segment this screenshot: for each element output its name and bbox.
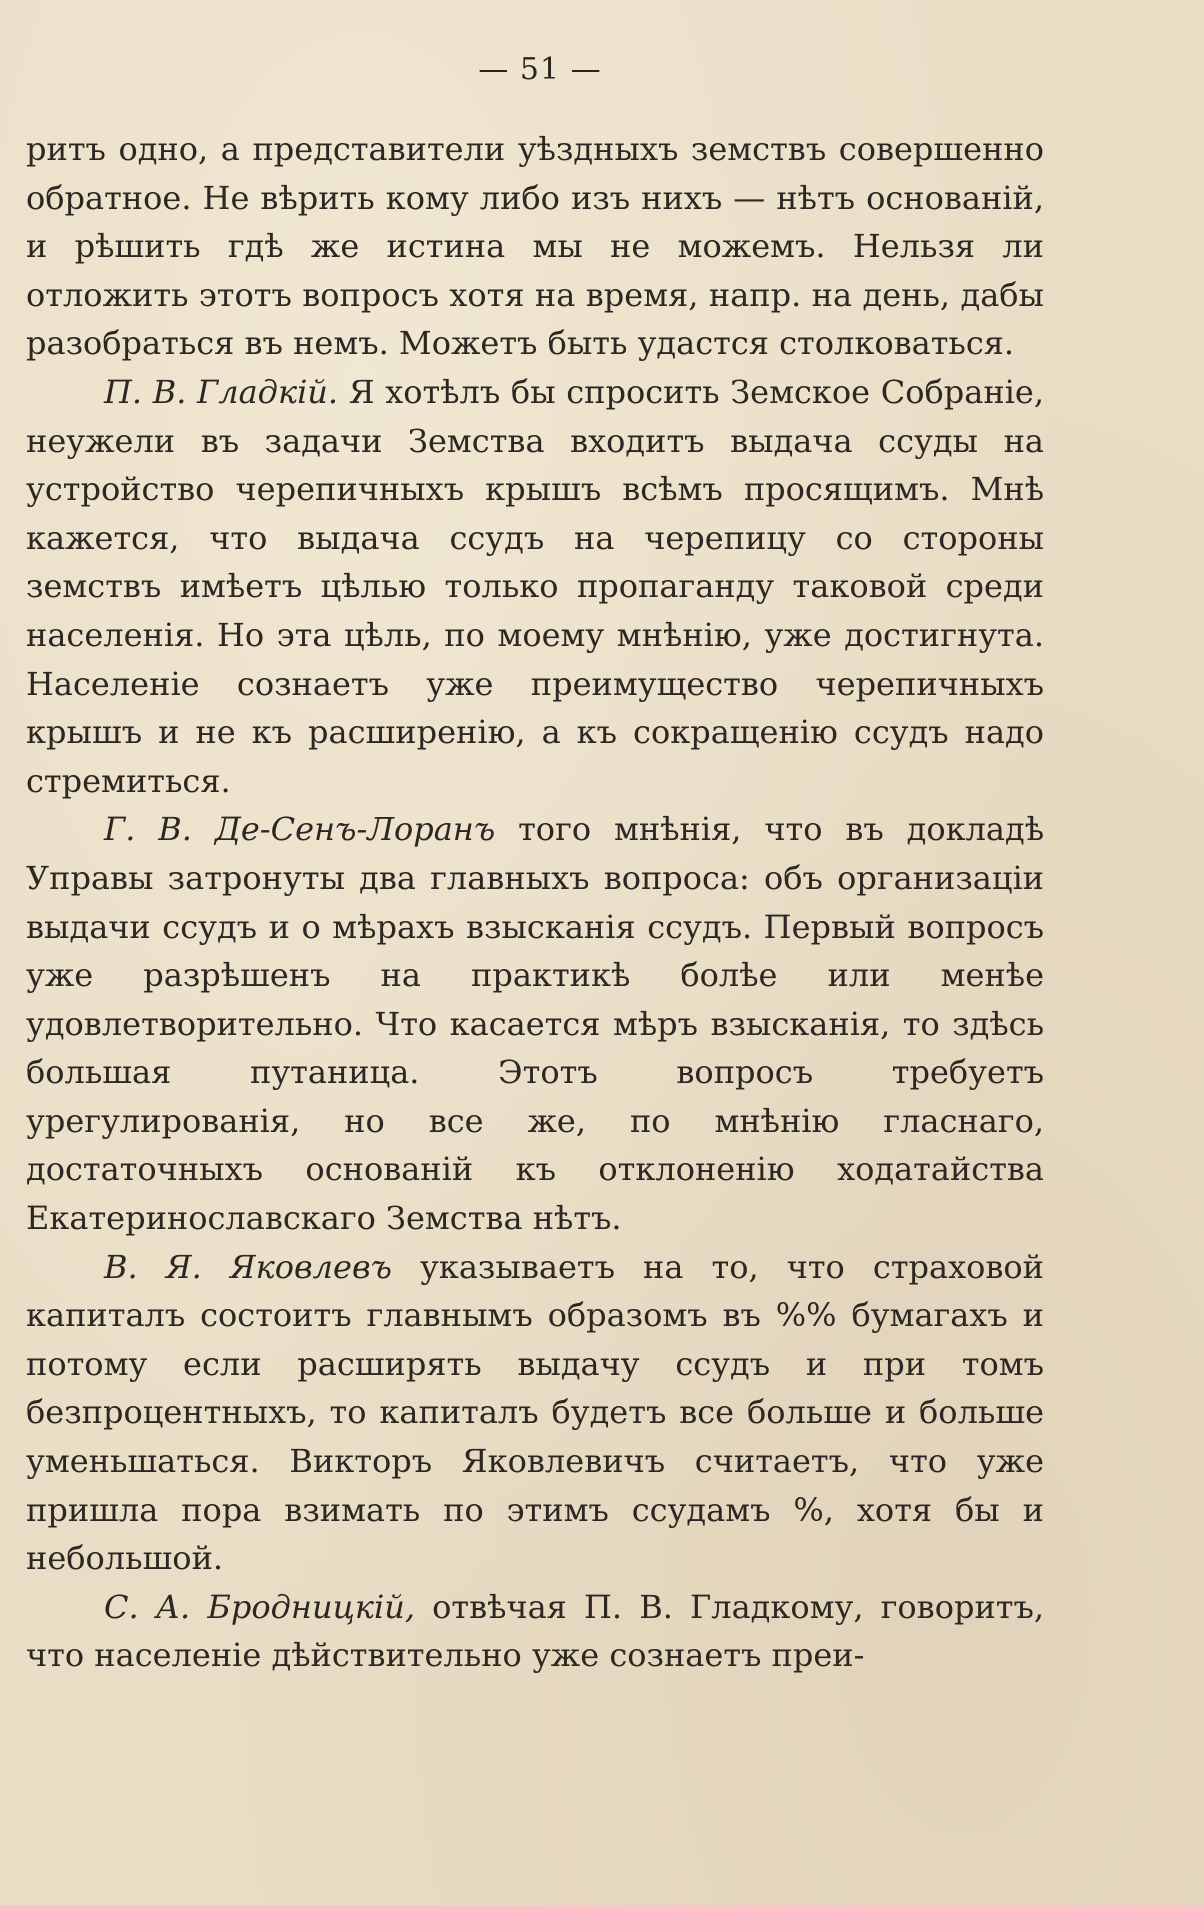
speaker-name: П. В. Гладкій.: [104, 372, 339, 411]
paragraph-text: отвѣчая П. В. Гладкому, говоритъ, что населеніе дѣйствительно уже сознаетъ преи-: [26, 1587, 1045, 1675]
paragraph-yakovlev: [26, 1243, 1044, 1583]
speaker-name: С. А. Бродницкій,: [104, 1587, 416, 1626]
page-number: — 51 —: [478, 52, 602, 87]
speaker-name: Г. В. Де-Сенъ-Лоранъ: [104, 810, 496, 849]
body-text: [26, 125, 1044, 1680]
paragraph-continuation: [26, 125, 1044, 368]
paragraph-gladkiy: [26, 368, 1044, 805]
speaker-name: В. Я. Яковлевъ: [104, 1247, 392, 1286]
paragraph-text: ритъ одно, а представители уѣздныхъ земствъ совершенно обратное. Не вѣрить кому либо изъ нихъ — нѣтъ основаній, и рѣшить гдѣ же истина мы не можемъ. Нельзя ли отложить этотъ вопросъ хотя на время, напр. на день, дабы разобраться въ немъ. Можетъ быть удастся столковаться.: [26, 130, 1044, 363]
paragraph-de-sen-loran: [26, 805, 1044, 1242]
paragraph-text: Я хотѣлъ бы спросить Земское Собраніе, неужели въ задачи Земства входитъ выдача ссуды на устройство черепичныхъ крышъ всѣмъ просящимъ. Мнѣ кажется, что выдача ссудъ на черепицу со стороны земствъ имѣетъ цѣлью только пропаганду таковой среди населенія. Но эта цѣль, по моему мнѣнію, уже достигнута. Населеніе сознаетъ уже преимущество черепичныхъ крышъ и не къ расширенію, а къ сокращенію ссудъ надо стремиться.: [26, 372, 1045, 800]
paragraph-brodnitskiy: [26, 1583, 1044, 1680]
paragraph-text: того мнѣнія, что въ докладѣ Управы затронуты два главныхъ вопроса: объ организаціи выдачи ссудъ и о мѣрахъ взысканія ссудъ. Первый вопросъ уже разрѣшенъ на практикѣ болѣе или менѣе удовлетворительно. Что касается мѣръ взысканія, то здѣсь большая путаница. Этотъ вопросъ требуетъ урегулированія, но все же, по мнѣнію гласнаго, достаточныхъ основаній къ отклоненію ходатайства Екатеринославскаго Земства нѣтъ.: [26, 810, 1045, 1238]
paragraph-text: указываетъ на то, что страховой капиталъ состоитъ главнымъ образомъ въ %% бумагахъ и потому если расширять выдачу ссудъ и при томъ безпроцентныхъ, то капиталъ будетъ все больше и больше уменьшаться. Викторъ Яковлевичъ считаетъ, что уже пришла пора взимать по этимъ ссудамъ %, хотя бы и небольшой.: [26, 1247, 1045, 1578]
